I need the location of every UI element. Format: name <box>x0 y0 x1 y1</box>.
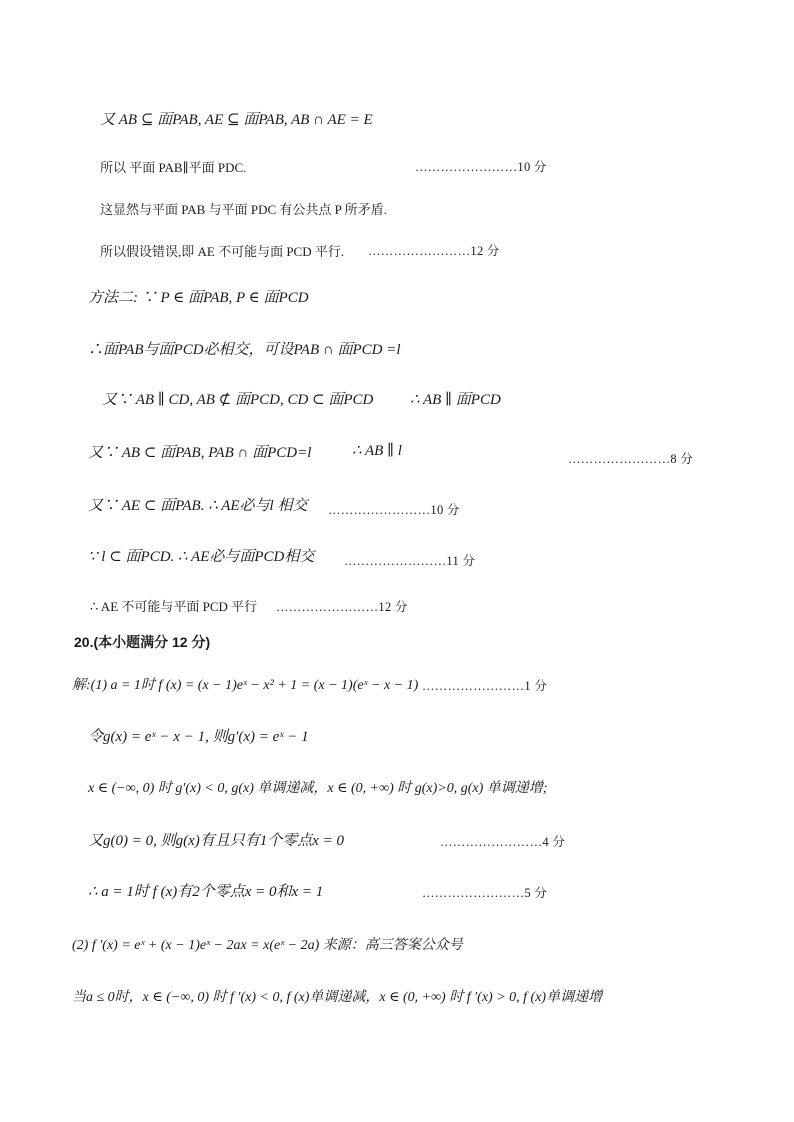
solution-g-zero: 又g(0) = 0, 则g(x)有且只有1个零点x = 0 <box>88 833 345 849</box>
proof-line-planes-parallel: 所以 平面 PAB∥平面 PDC. <box>100 160 247 175</box>
proof-line-contradiction: 这显然与平面 PAB 与平面 PDC 有公共点 P 所矛盾. <box>100 202 387 217</box>
score-marker-12b: ……………………12 分 <box>276 600 408 614</box>
solution-part2-case-a-nonpositive: 当a ≤ 0时，x ∈ (−∞, 0) 时 f ′(x) < 0, f (x)单调递减，x ∈ (0, +∞) 时 f ′(x) > 0, f (x)单调递增 <box>72 990 603 1005</box>
score-marker-8: ……………………8 分 <box>568 452 694 466</box>
proof-line-conclusion: 所以假设错误,即 AE 不可能与面 PCD 平行. <box>100 244 345 259</box>
score-marker-4: ……………………4 分 <box>440 835 566 849</box>
proof-line-ab-parallel-plane: ∴ AB ∥ 面PCD <box>410 392 501 408</box>
proof-line-ab-parallel-l: ∴ AB ∥ l <box>352 443 402 459</box>
score-marker-10b: ……………………10 分 <box>328 503 460 517</box>
solution-part2-derivative: (2) f ′(x) = eˣ + (x − 1)eˣ − 2ax = x(eˣ − 2a) 来源：高三答案公众号 <box>72 938 463 953</box>
score-marker-5: ……………………5 分 <box>422 886 548 900</box>
score-marker-1: ……………………1 分 <box>422 679 548 693</box>
solution-define-g: 令g(x) = eˣ − x − 1, 则g′(x) = eˣ − 1 <box>88 729 309 745</box>
proof-line-ae-intersects-l: 又∵ AE ⊂ 面PAB. ∴ AE必与l 相交 <box>88 498 308 514</box>
score-marker-12: ……………………12 分 <box>368 244 500 258</box>
score-marker-11: ……………………11 分 <box>344 554 476 568</box>
solution-f-two-zeros: ∴ a = 1时 f (x)有2个零点x = 0和x = 1 <box>88 884 324 900</box>
proof-line-ab-parallel-cd: 又∵ AB ∥ CD, AB ⊄ 面PCD, CD ⊂ 面PCD <box>102 392 374 408</box>
proof-line-planes-intersect: ∴面PAB与面PCD必相交，可设PAB ∩ 面PCD =l <box>88 342 401 358</box>
proof-line-intersection-l: 又∵ AB ⊂ 面PAB, PAB ∩ 面PCD=l <box>88 445 312 461</box>
method-two-heading: 方法二: ∵ P ∈ 面PAB, P ∈ 面PCD <box>88 290 309 306</box>
proof-line-ae-intersects-plane: ∵ l ⊂ 面PCD. ∴ AE必与面PCD相交 <box>88 549 315 565</box>
solution-g-monotonicity: x ∈ (−∞, 0) 时 g′(x) < 0, g(x) 单调递减，x ∈ (0, +∞) 时 g(x)>0, g(x) 单调递增; <box>88 781 548 796</box>
question-20-heading: 20.(本小题满分 12 分) <box>74 634 211 650</box>
proof-line-ab-ae-in-plane: 又 AB ⊆ 面PAB, AE ⊆ 面PAB, AB ∩ AE = E <box>100 112 373 128</box>
proof-line-final: ∴ AE 不可能与平面 PCD 平行 <box>90 599 258 614</box>
score-marker-10: ……………………10 分 <box>415 160 547 174</box>
solution-part1-line: 解:(1) a = 1时 f (x) = (x − 1)eˣ − x² + 1 = (x − 1)(eˣ − x − 1) <box>72 678 419 693</box>
